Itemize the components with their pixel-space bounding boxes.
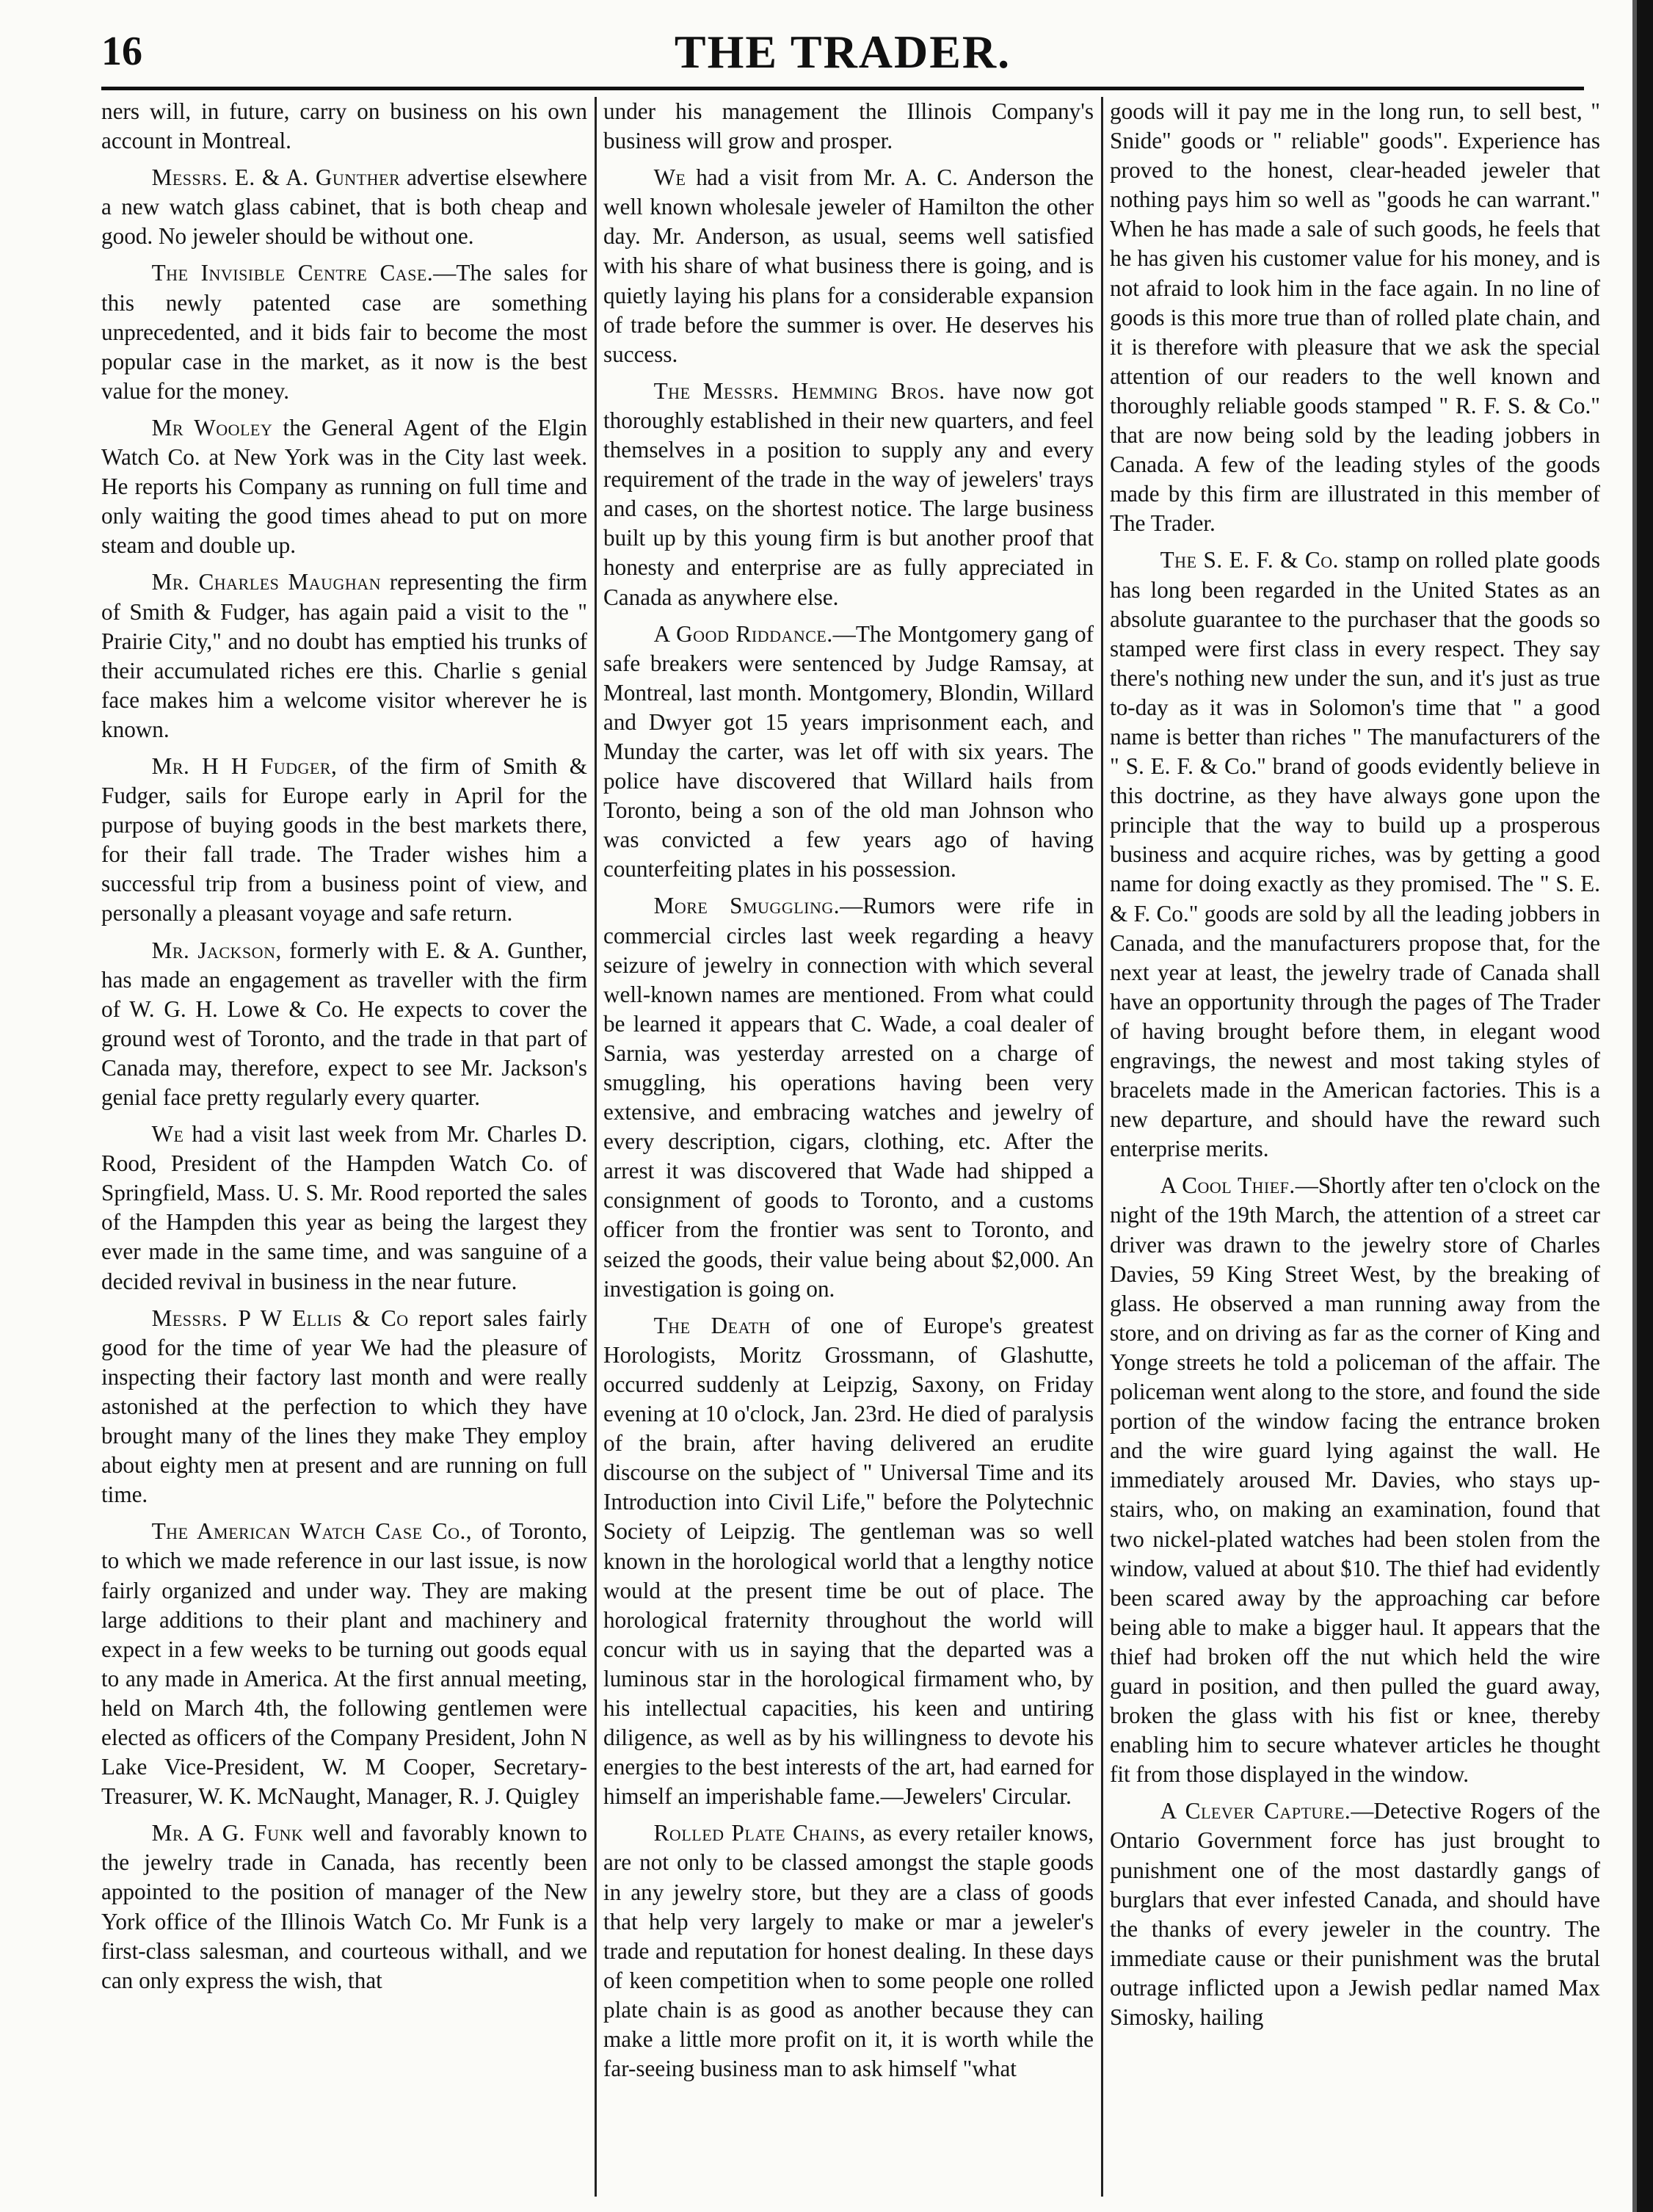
paragraph-lead: More Smuggling.	[653, 893, 840, 919]
paragraph-lead: The Messrs. Hemming Bros.	[653, 377, 945, 404]
article-paragraph	[1110, 97, 1600, 538]
paragraph-text: of one of Europe's greatest Horologists, Moritz Grossmann, of Glashutte, occurred suddenly at Leipzig, Saxony, on Friday evening at 10 o'clock, Jan. 23rd. He died of paralysis of the brain, after having delivered an erudite discourse on the subject of " Universal Time and its Introduction into Civil Life," before the Polytechnic Society of Leipzig. The gentleman was so well known in the horological world that a lengthy notice would at the present time be out of place. The horological fraternity throughout the world will concur with us in saying that the departed was a luminous star in the horological firmament who, by his intellectual capacities, his keen and untiring diligence, as well as by his willingness to devote his energies to the best interests of the art, had earned for himself an imperishable fame.—Jewelers' Circular.	[603, 1312, 1094, 1810]
paragraph-text: report sales fairly good for the time of year We had the pleasure of inspecting their factory last month and were really astonished at the perfection to which they have brought many of the lines they make They employ about eighty men at present and are running on full time.	[101, 1305, 587, 1508]
paragraph-text: goods will it pay me in the long run, to sell best, " Snide" goods or " reliable" goods". Experience has proved to the honest, clear-headed jeweler that nothing pays him so well as "goods he can warrant." When he has made a sale of such goods, he feels that he has given his customer value for his money, and is not afraid to look him in the face again. In no line of goods is this more true than of rolled plate chain, and it is therefore with pleasure that we ask the special attention of our readers to the well known and thoroughly reliable goods stamped " R. F. S. & Co." that are now being sold by the leading jobbers in Canada. A few of the leading styles of the goods made by this firm are illustrated in this member of The Trader.	[1110, 98, 1600, 537]
column-1	[101, 97, 587, 2197]
article-paragraph	[1110, 1171, 1600, 1789]
paragraph-text: of the firm of Smith & Fudger, sails for Europe early in April for the purpose of buying goods in the best markets there, for their fall trade. The Trader wishes him a successful trip from a business point of view, and personally a pleasant voyage and safe return.	[101, 753, 587, 926]
paragraph-text: —The Montgomery gang of safe breakers were sentenced by Judge Ramsay, at Montreal, last month. Montgomery, Blondin, Willard and Dwyer got 15 years imprisonment each, and Munday the carter, was let off with six years. The police have discovered that Willard hails from Toronto, being a son of the old man Johnson who was convicted a few years ago of having counterfeiting plates in his possession.	[603, 620, 1094, 882]
article-paragraph	[1110, 1796, 1600, 2032]
paragraph-text: —Detective Rogers of the Ontario Government force has just brought to punishment one of the most dastardly gangs of burglars that ever infested Canada, and should have the thanks of every jeweler in the country. The immediate cause or their punishment was the brutal outrage inflicted upon a Jewish pedlar named Max Simosky, hailing	[1110, 1798, 1600, 2030]
paragraph-text: —The sales for this newly patented case are something unprecedented, and it bids fair to become the most popular case in the market, as it now is the best value for the money.	[101, 260, 587, 404]
paragraph-lead: Mr. Jackson,	[151, 937, 282, 963]
article-paragraph	[101, 258, 587, 405]
article-paragraph	[101, 567, 587, 744]
column-divider	[595, 97, 597, 2197]
paragraph-text: —Shortly after ten o'clock on the night of the 19th March, the attention of a street car driver was drawn to the jewelry store of Charles Davies, 59 King Street West, by the breaking of glass. He observed a man running away from the store, and on driving as far as the corner of King and Yonge streets he told a policeman of the affair. The policeman went along to the store, and found the side portion of the window facing the entrance broken and the wire guard lying against the wall. He immediately aroused Mr. Davies, who stays up-stairs, who, on making an examination, found that two nickel-plated watches had been stolen from the window, valued at about $10. The thief had evidently been scared away by the approaching car before being able to make a bigger haul. It appears that the thief had broken off the nut which held the wire guard in position, and then pulled the guard away, broken the glass with his fist or knee, thereby enabling him to secure whatever articles he thought fit from those displayed in the window.	[1110, 1172, 1600, 1788]
paragraph-lead: The S. E. F. & Co.	[1160, 547, 1339, 573]
paragraph-text: well and favorably known to the jewelry trade in Canada, has recently been appointed to the position of manager of the New York office of the Illinois Watch Co. Mr Funk is a first-class salesman, and courteous withall, and we can only express the wish, that	[101, 1820, 587, 1993]
paragraph-lead: Messrs. E. & A. Gunther	[151, 164, 401, 191]
paragraph-lead: A Clever Capture.	[1160, 1798, 1351, 1824]
page-edge	[1637, 0, 1653, 2212]
page-header	[101, 28, 1584, 85]
paragraph-text: representing the firm of Smith & Fudger, has again paid a visit to the " Prairie City," and no doubt has emptied his trunks of their accumulated riches ere this. Charlie s genial face makes him a welcome visitor wherever he is known.	[101, 569, 587, 742]
paragraph-lead: The American Watch Case Co.,	[151, 1518, 473, 1545]
article-paragraph	[101, 936, 587, 1113]
article-paragraph	[1110, 545, 1600, 1164]
paragraph-lead: Messrs. P W Ellis & Co	[151, 1305, 409, 1331]
column-3	[1110, 97, 1600, 2197]
paragraph-text: ners will, in future, carry on business on his own account in Montreal.	[101, 98, 587, 154]
article-paragraph	[603, 620, 1094, 885]
paragraph-lead: Mr. H H Fudger,	[151, 753, 338, 779]
paragraph-text: under his management the Illinois Company's business will grow and prosper.	[603, 98, 1094, 154]
paragraph-text: as every retailer knows, are not only to be classed amongst the staple goods in any jewelry store, but they are a class of goods that help very largely to make or mar a jeweler's trade and reputation for honest dealing. In these days of keen competition when to some people one rolled plate chain is as good as another because they can make a little more profit on it, it is worth while the far-seeing business man to ask himself "what	[603, 1820, 1094, 2082]
paragraph-text: had a visit from Mr. A. C. Anderson the well known wholesale jeweler of Hamilton the other day. Mr. Anderson, as usual, seems well satisfied with his share of what business there is going, and is quietly laying his plans for a considerable expansion of trade before the summer is over. He deserves his success.	[603, 164, 1094, 367]
article-paragraph	[101, 1818, 587, 1995]
page-number: 16	[101, 29, 142, 74]
paragraph-lead: A Good Riddance.	[653, 620, 833, 647]
article-paragraph	[603, 377, 1094, 612]
article-paragraph	[101, 752, 587, 929]
article-paragraph	[603, 1311, 1094, 1812]
paragraph-text: have now got thoroughly established in their new quarters, and feel themselves in a position to supply any and every requirement of the trade in the way of jewelers' trays and cases, on the shortest notice. The large business built up by this young firm is but another proof that honesty and enterprise are as fully appreciated in Canada as anywhere else.	[603, 377, 1094, 610]
header-rule	[101, 87, 1584, 90]
column-2	[603, 97, 1094, 2197]
paragraph-lead: The Invisible Centre Case.	[151, 260, 434, 286]
article-paragraph	[101, 1120, 587, 1297]
article-paragraph	[101, 163, 587, 251]
article-paragraph	[603, 1818, 1094, 2084]
article-paragraph	[603, 97, 1094, 156]
paragraph-lead: We	[151, 1121, 184, 1147]
article-paragraph	[603, 163, 1094, 369]
article-paragraph	[101, 413, 587, 560]
paragraph-text: had a visit last week from Mr. Charles D. Rood, President of the Hampden Watch Co. of Springfield, Mass. U. S. Mr. Rood reported the sales of the Hampden this year as being the largest they ever made in the same time, and was sanguine of a decided revival in business in the near future.	[101, 1121, 587, 1294]
masthead-title: THE TRADER.	[674, 26, 1011, 78]
article-paragraph	[101, 97, 587, 156]
paragraph-lead: The Death	[653, 1312, 771, 1338]
paragraph-text: the General Agent of the Elgin Watch Co. at New York was in the City last week. He reports his Company as running on full time and only waiting the good times ahead to put on more steam and double up.	[101, 414, 587, 559]
paragraph-text: of Toronto, to which we made reference in our last issue, is now fairly organized and under way. They are making large additions to their plant and machinery and expect in a few weeks to be turning out goods equal to any made in America. At the first annual meeting, held on March 4th, the following gentlemen were elected as officers of the Company President, John N Lake Vice-President, W. M Cooper, Secretary-Treasurer, W. K. McNaught, Manager, R. J. Quigley	[101, 1518, 587, 1810]
paragraph-lead: Mr Wooley	[151, 414, 273, 440]
column-divider	[1101, 97, 1103, 2197]
paragraph-text: formerly with E. & A. Gunther, has made an engagement as traveller with the firm of W. G. H. Lowe & Co. He expects to cover the ground west of Toronto, and the trade in that part of Canada may, therefore, expect to see Mr. Jackson's genial face pretty regularly every quarter.	[101, 937, 587, 1110]
paragraph-lead: A Cool Thief.	[1160, 1172, 1296, 1199]
paragraph-lead: Rolled Plate Chains,	[653, 1820, 866, 1846]
paragraph-text: stamp on rolled plate goods has long been regarded in the United States as an absolute guarantee to the purchaser that the goods so stamped were first class in every respect. They say there's nothing new under the sun, and it's just as true to-day as it was in Solomon's time that " a good name is better than riches " The manufacturers of the " S. E. F. & Co." brand of goods evidently believe in this doctrine, as they have always gone upon the principle that the way to build up a prosperous business and acquire riches, was by getting a good name for doing exactly as they promised. The " S. E. & F. Co." goods are sold by all the leading jobbers in Canada, and the manufacturers propose that, for the next year at least, the jewelry trade of Canada shall have an opportunity through the pages of The Trader of having brought before them, in elegant wood engravings, the newest and most taking styles of bracelets made in the American factories. This is a new departure, and should have the reward such enterprise merits.	[1110, 547, 1600, 1162]
article-paragraph	[603, 891, 1094, 1303]
paragraph-text: —Rumors were rife in commercial circles last week regarding a heavy seizure of jewelry in connection with which several well-known names are mentioned. From what could be learned it appears that C. Wade, a coal dealer of Sarnia, was yesterday arrested on a charge of smuggling, his operations having been very extensive, and embracing watches and jewelry of every description, cigars, clothing, etc. After the arrest it was discovered that Wade had shipped a consignment of goods to Toronto, and a customs officer from the frontier was sent to Toronto, and seized the goods, their value being about $2,000. An investigation is going on.	[603, 893, 1094, 1302]
article-paragraph	[101, 1304, 587, 1510]
paragraph-lead: We	[653, 164, 686, 191]
paragraph-lead: Mr. Charles Maughan	[151, 569, 382, 595]
paragraph-text: advertise elsewhere a new watch glass cabinet, that is both cheap and good. No jeweler should be without one.	[101, 164, 587, 250]
article-paragraph	[101, 1517, 587, 1811]
paragraph-lead: Mr. A G. Funk	[151, 1820, 304, 1846]
